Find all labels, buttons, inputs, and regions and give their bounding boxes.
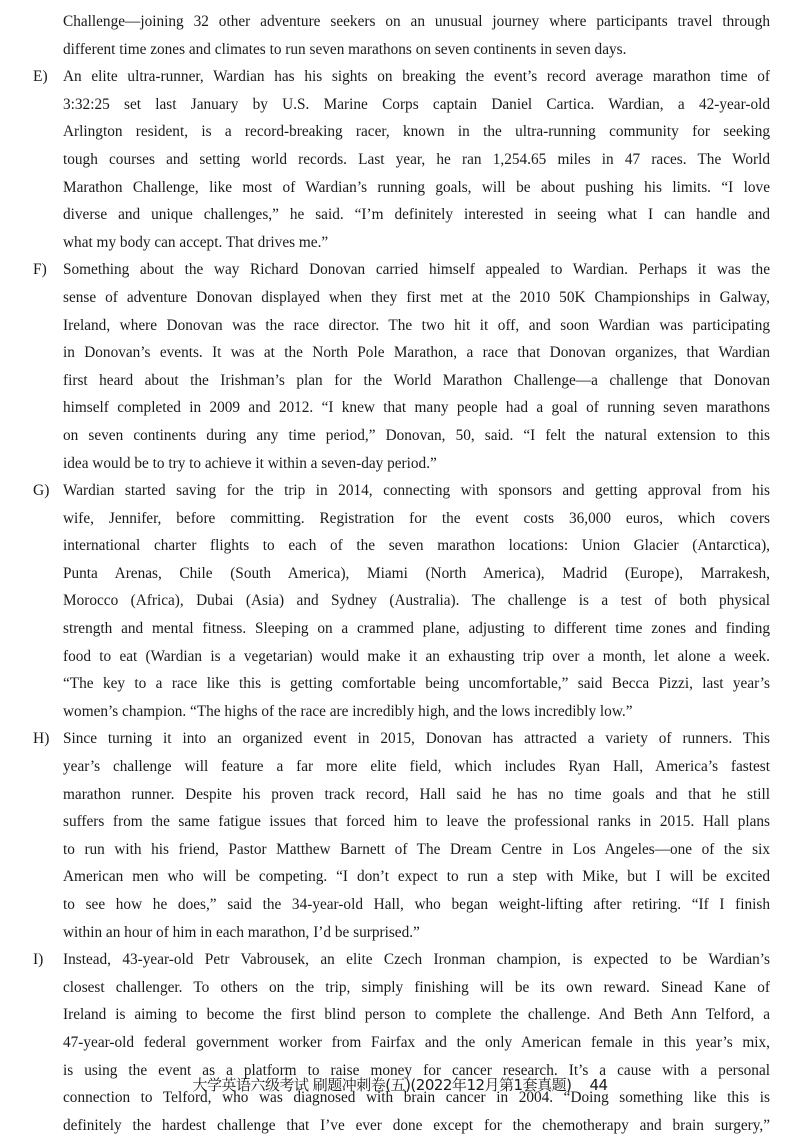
text-line: Ireland is aiming to become the first blind person to complete the challenge. And Beth Ann Telford, a	[63, 1006, 770, 1024]
text-line: Something about the way Richard Donovan carried himself appealed to Wardian. Perhaps it was the	[63, 261, 770, 279]
text-line: 3:32:25 set last January by U.S. Marine Corps captain Daniel Cartica. Wardian, a 42-year-old	[63, 95, 770, 113]
page-number: 44	[589, 1076, 608, 1094]
text-line: American men who will be competing. “I don’t expect to run a step with Mike, but I will be excited	[63, 868, 770, 886]
text-line: Arlington resident, is a record-breaking racer, known in the ultra-running community for seeking	[63, 123, 770, 141]
text-line: diverse and unique challenges,” he said. “I’m definitely interested in seeing what I can handle and	[63, 206, 770, 224]
text-line: is using the event as a platform to raise money for cancer research. It’s a cause with a personal	[63, 1061, 770, 1079]
document-page	[0, 8, 800, 1139]
text-line: definitely the hardest challenge that I’ve ever done except for the chemotherapy and brain surgery,”	[63, 1116, 770, 1134]
text-line: tough courses and setting world records. Last year, he ran 1,254.65 miles in 47 races. The World	[63, 150, 770, 168]
text-line: Punta Arenas, Chile (South America), Miami (North America), Madrid (Europe), Marrakesh,	[63, 564, 770, 582]
text-line: closest challenger. To others on the trip, simply finishing will be its own reward. Sinead Kane of	[63, 978, 770, 996]
text-line: food to eat (Wardian is a vegetarian) would make it an exhausting trip over a month, let alone a week.	[63, 647, 770, 665]
paragraph-i	[0, 946, 770, 1139]
paragraph-g	[0, 477, 770, 725]
text-line: Instead, 43-year-old Petr Vabrousek, an elite Czech Ironman champion, is expected to be Wardian’s	[63, 951, 770, 969]
footer-title: 大学英语六级考试 刷题冲刺卷(五)(2022年12月第1套真题)	[192, 1076, 572, 1094]
text-line: Challenge—joining 32 other adventure seekers on an unusual journey where participants travel through	[63, 13, 770, 30]
paragraph-f	[0, 256, 770, 477]
page-footer	[0, 1074, 800, 1095]
text-line: Ireland, where Donovan was the race director. The two hit it off, and soon Wardian was participating	[63, 316, 770, 334]
text-line: within an hour of him in each marathon, I’d be surprised.”	[63, 923, 420, 941]
text-line: on seven continents during any time period,” Donovan, 50, said. “I felt the natural extension to this	[63, 426, 770, 444]
text-line: himself completed in 2009 and 2012. “I knew that many people had a goal of running seven marathons	[63, 399, 770, 417]
paragraph-continued	[0, 8, 770, 63]
text-line: An elite ultra-runner, Wardian has his sights on breaking the event’s record average marathon time of	[63, 68, 770, 86]
text-line: marathon runner. Despite his proven track record, Hall said he has no time goals and that he still	[63, 785, 770, 803]
text-line: “The key to a race like this is getting comfortable being uncomfortable,” said Becca Pizzi, last year’s	[63, 675, 770, 693]
text-line: 47-year-old federal government worker from Fairfax and the only American female in this year’s mix,	[63, 1033, 770, 1051]
text-line: first heard about the Irishman’s plan for the World Marathon Challenge—a challenge that Donovan	[63, 371, 770, 389]
paragraph-label: F)	[33, 261, 47, 279]
text-line: to run with his friend, Pastor Matthew Barnett of The Dream Centre in Los Angeles—one of the six	[63, 840, 770, 858]
text-line: idea would be to try to achieve it within a seven-day period.”	[63, 454, 437, 472]
text-line: international charter flights to each of the seven marathon locations: Union Glacier (Antarctica),	[63, 537, 770, 555]
text-line: Morocco (Africa), Dubai (Asia) and Sydney (Australia). The challenge is a test of both physical	[63, 592, 770, 610]
text-line: sense of adventure Donovan displayed when they first met at the 2010 50K Championships in Galway,	[63, 288, 770, 306]
text-line: connection to Telford, who was diagnosed with brain cancer in 2004. “Doing something like this is	[63, 1089, 770, 1107]
paragraph-e	[0, 63, 770, 256]
paragraph-h	[0, 725, 770, 946]
text-line: Since turning it into an organized event in 2015, Donovan has attracted a variety of runners. This	[63, 730, 770, 748]
text-line: different time zones and climates to run seven marathons on seven continents in seven days.	[63, 40, 627, 58]
text-line: in Donovan’s events. It was at the North Pole Marathon, a race that Donovan organizes, that Wardian	[63, 344, 770, 362]
text-line: suffers from the same fatigue issues that forced him to leave the professional ranks in 2015. Hall plans	[63, 813, 770, 831]
text-line: strength and mental fitness. Sleeping on a crammed plane, adjusting to different time zones and finding	[63, 620, 770, 638]
text-line: to see how he does,” said the 34-year-old Hall, who began weight-lifting after retiring. “If I finish	[63, 896, 770, 913]
text-line: what my body can accept. That drives me.”	[63, 233, 329, 251]
text-line: women’s champion. “The highs of the race are incredibly high, and the lows incredibly low.”	[63, 702, 633, 720]
paragraph-label: E)	[33, 68, 48, 86]
text-line: Marathon Challenge, like most of Wardian’s running goals, will be about pushing his limits. “I love	[63, 178, 770, 196]
text-line: wife, Jennifer, before committing. Registration for the event costs 36,000 euros, which covers	[63, 509, 770, 527]
paragraph-label: H)	[33, 730, 50, 748]
paragraph-label: G)	[33, 482, 50, 500]
text-line: year’s challenge will feature a far more elite field, which includes Ryan Hall, America’s fastest	[63, 758, 770, 776]
paragraph-label: I)	[33, 951, 44, 969]
text-line: Wardian started saving for the trip in 2014, connecting with sponsors and getting approval from his	[63, 482, 770, 500]
